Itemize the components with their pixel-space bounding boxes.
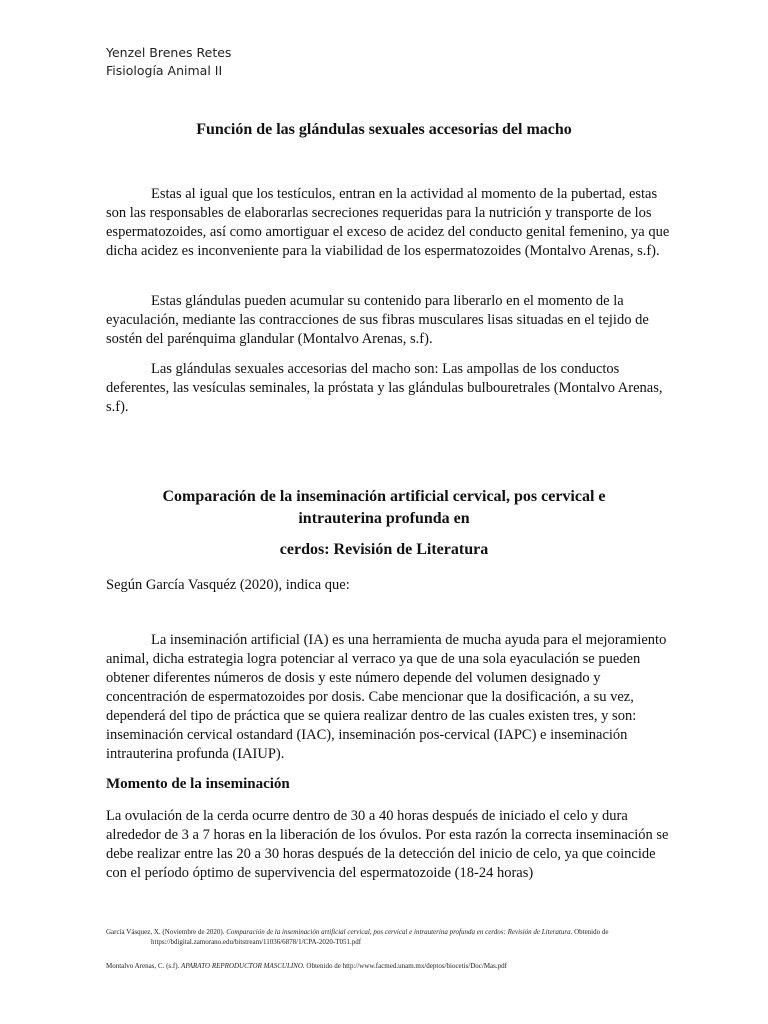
author-name: Yenzel Brenes Retes bbox=[106, 45, 232, 60]
intro-sentence: Según García Vasquéz (2020), indica que: bbox=[106, 577, 350, 593]
reference-garcia-title: Comparación de la inseminación artificial cervical, pos cervical e intrauterina profunda en cerdos: Revisión de Literatura. bbox=[226, 928, 573, 936]
paragraph-glands-3: Las glándulas sexuales accesorias del macho son: Las ampollas de los conductos deferentes, las vesículas seminales, la próstata y las glándulas bulbouretrales (Montalvo Arenas, s.f). bbox=[106, 361, 663, 415]
reference-garcia-suffix: Obtenido de bbox=[572, 928, 609, 936]
section-subtitle-insemination: cerdos: Revisión de Literatura bbox=[279, 541, 489, 558]
reference-montalvo-title: APARATO REPRODUCTOR MASCULINO. bbox=[181, 962, 305, 970]
paragraph-glands-1: Estas al igual que los testículos, entran en la actividad al momento de la pubertad, estas son las responsables de elaborarlas secreciones requeridas para la nutrición y transporte de los espermatozoides, así como amortiguar el exceso de acidez del conducto genital femenino, ya que dicha acidez es inconveniente para la viabilidad de los espermatozoides (Montalvo Arenas, s.f). bbox=[106, 186, 670, 259]
course-name: Fisiología Animal II bbox=[106, 63, 223, 78]
section-title-line-2: intrauterina profunda en bbox=[298, 510, 470, 527]
section-title-glands: Función de las glándulas sexuales accesorias del macho bbox=[196, 121, 572, 138]
reference-montalvo-suffix[interactable]: Obtenido de http://www.facmed.unam.mx/deptos/biocetis/Doc/Mas.pdf bbox=[304, 962, 507, 970]
section-title-insemination bbox=[0, 486, 768, 530]
paragraph-ovulation: La ovulación de la cerda ocurre dentro de 30 a 40 horas después de iniciado el celo y dura alrededor de 3 a 7 horas en la liberación de los óvulos. Por esta razón la correcta inseminación se debe realizar entre las 20 a 30 horas después de la detección del inicio de celo, ya que coincide con el período óptimo de supervivencia del espermatozoide (18-24 horas) bbox=[106, 808, 669, 881]
paragraph-glands-2: Estas glándulas pueden acumular su contenido para liberarlo en el momento de la eyaculación, mediante las contracciones de sus fibras musculares lisas situadas en el tejido de sostén del parénquima glandular (Montalvo Arenas, s.f). bbox=[106, 293, 649, 347]
paragraph-insemination: La inseminación artificial (IA) es una herramienta de mucha ayuda para el mejoramiento animal, dicha estrategia logra potenciar al verraco ya que de una sola eyaculación se pueden obtener diferentes números de dosis y este número depende del volumen designado y concentración de espermatozoides por dosis. Cabe mencionar que la dosificación, a su vez, dependerá del tipo de práctica que se quiera realizar dentro de las cuales existen tres, y son: inseminación cervical ostandard (IAC), inseminación pos-cervical (IAPC) e inseminación intrauterina profunda (IAIUP). bbox=[106, 632, 667, 762]
section-title-line-1: Comparación de la inseminación artificial cervical, pos cervical e bbox=[162, 488, 606, 505]
reference-garcia-author: García Vásquez, X. (Noviembre de 2020). bbox=[106, 928, 227, 936]
subheading-insemination-moment: Momento de la inseminación bbox=[106, 776, 290, 792]
reference-montalvo bbox=[106, 961, 654, 971]
reference-montalvo-author: Montalvo Arenas, C. (s.f). bbox=[106, 962, 182, 970]
reference-garcia bbox=[106, 927, 654, 947]
reference-garcia-url[interactable]: https://bdigital.zamorano.edu/bitstream/11036/6878/1/CPA-2020-T051.pdf bbox=[151, 938, 362, 946]
document-header bbox=[106, 44, 231, 80]
